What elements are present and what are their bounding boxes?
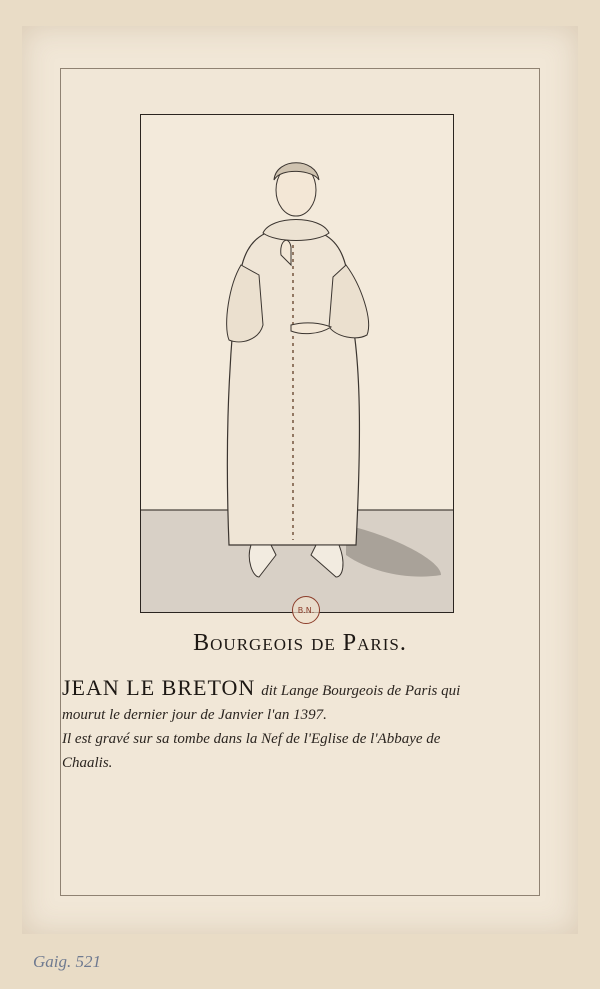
- figure-illustration: [141, 115, 453, 612]
- caption-line-2: mourut le dernier jour de Janvier l'an 1397.: [62, 707, 327, 723]
- caption-name: JEAN LE BRETON: [62, 675, 256, 700]
- hood: [263, 220, 329, 241]
- print-sheet: [22, 26, 578, 934]
- caption-line-1-rest: dit Lange Bourgeois de Paris qui: [261, 683, 461, 699]
- caption-line-4: Chaalis.: [62, 755, 113, 771]
- caption: [62, 676, 542, 775]
- stamp-text: B.N.: [297, 605, 315, 615]
- plate-title: Bourgeois de Paris.: [193, 630, 407, 656]
- left-sleeve: [227, 265, 263, 342]
- caption-line-3: Il est gravé sur sa tombe dans la Nef de l'Eglise de l'Abbaye de: [62, 731, 441, 747]
- library-stamp: [292, 596, 320, 624]
- catalog-number: Gaig. 521: [33, 952, 101, 971]
- right-sleeve: [329, 265, 369, 338]
- illustration-frame: [140, 114, 454, 613]
- caption-line-1: [62, 676, 542, 703]
